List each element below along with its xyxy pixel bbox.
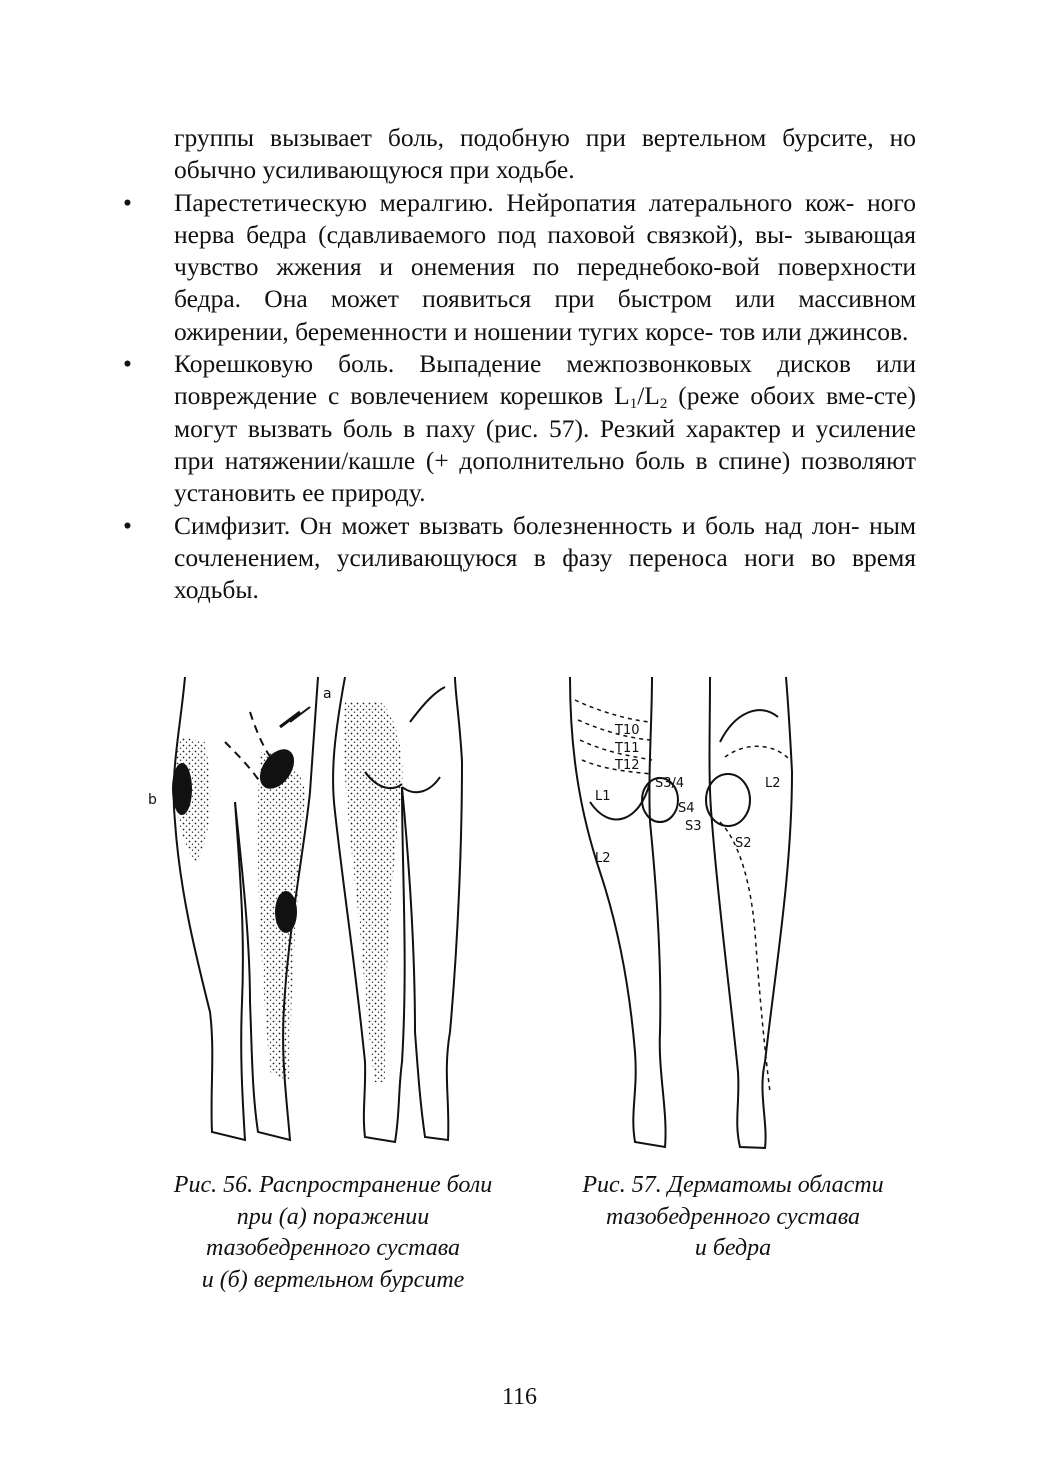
figure-56-illustration — [140, 672, 470, 1162]
label-s4: S4 — [678, 801, 695, 816]
bullet: • — [123, 349, 132, 379]
page-number: 116 — [501, 1384, 538, 1410]
label-l2-left: L2 — [595, 851, 611, 866]
label-s2: S2 — [735, 836, 752, 851]
label-t12: T12 — [615, 758, 640, 773]
figure-57-illustration — [560, 672, 820, 1162]
list-item: • Корешковую боль. Выпадение межпозвонковых дисков или повреждение с вовлечением корешков $L_1/L_2$ (реже обоих вме-сте) могут вызвать боль в паху (рис. 57). Резкий характер и усиление при натяжении/кашле (+ дополнительно боль в спине) позволяют установить ее природу. — [123, 349, 916, 508]
label-s3-4: S3/4 — [655, 776, 685, 791]
figure-57-caption: Рис. 57. Дерматомы области тазобедренного сустава и бедра — [582, 1172, 884, 1261]
bullet: • — [123, 187, 132, 217]
label-l2-right: L2 — [765, 776, 781, 791]
figure-56-caption: Рис. 56. Распространение боли при (а) поражении тазобедренного сустава и (б) вертельном бурсите — [173, 1172, 493, 1293]
label-a: a — [323, 686, 332, 702]
body-text — [120, 122, 916, 606]
label-l1: L1 — [595, 789, 611, 804]
paragraph-continuation: группы вызывает боль, подобную при вертельном бурсите, но обычно усиливающуюся при ходьбе. — [174, 123, 917, 185]
label-s3: S3 — [685, 819, 702, 834]
label-t10: T10 — [615, 723, 640, 738]
list-item: • Симфизит. Он может вызвать болезненность и боль над лон- ным сочленением, усиливающуюся в фазу переноса ноги во время ходьбы. — [123, 510, 916, 605]
list-item: • Парестетическую мералгию. Нейропатия латерального кож- ного нерва бедра (сдавливаемого под паховой связкой), вы- зывающая чувство жжения и онемения по переднебоко-вой поверхности бедра. Она может появиться при быстром или массивном ожирении, беременности и ношении тугих корсе- тов или джинсов. — [123, 187, 917, 346]
bullet: • — [123, 510, 132, 540]
label-t11: T11 — [615, 741, 640, 756]
label-b: b — [148, 792, 157, 808]
